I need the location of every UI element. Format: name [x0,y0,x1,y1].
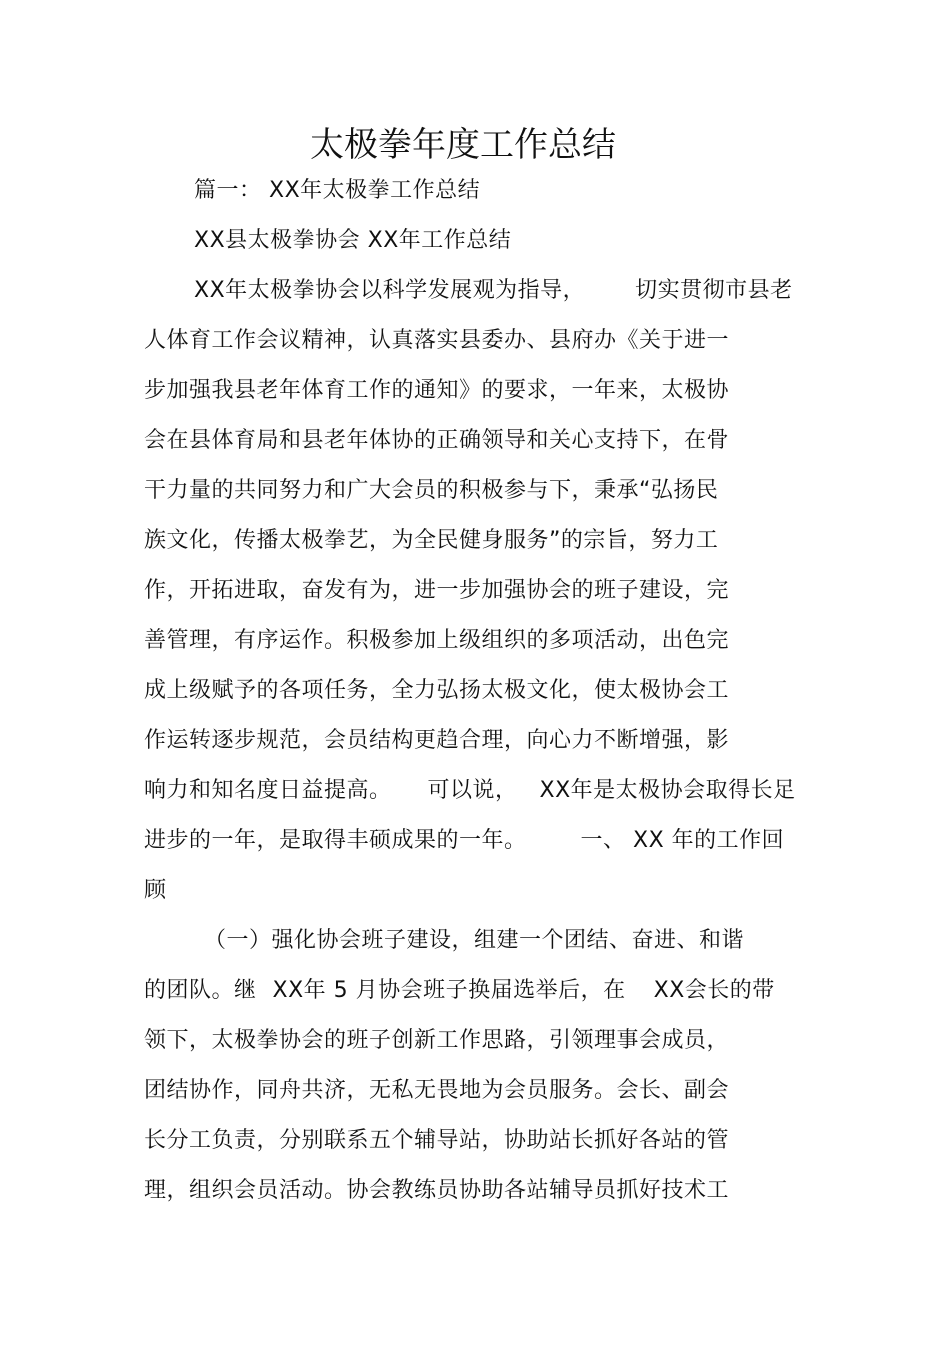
text-segment: XX年是太极协会取得长足 [539,778,796,803]
document-title: 太极拳年度工作总结 [310,125,616,165]
text-segment: 进步的一年，是取得丰硕成果的一年。 [144,828,527,853]
subsection-heading: （一）强化协会班子建设，组建一个团结、奋进、和谐 [204,928,745,953]
subtitle-line: 篇一： XX年太极拳工作总结 [194,178,481,203]
text-line [144,825,784,857]
heading-line: XX县太极拳协会 XX年工作总结 [194,228,512,253]
text-segment: 的团队。继 [144,978,257,1003]
text-line: 顾 [144,878,167,903]
text-line: 会在县体育局和县老年体协的正确领导和关心支持下，在骨 [144,428,730,453]
text-line: 族文化，传播太极拳艺，为全民健身服务”的宗旨，努力工 [144,528,719,553]
text-segment: XX会长的带 [653,978,775,1003]
text-segment: 可以说， [427,778,518,803]
text-line: 成上级赋予的各项任务，全力弘扬太极文化，使太极协会工 [144,678,730,703]
text-segment: XX年 5 月协会班子换届选举后，在 [272,978,626,1003]
text-segment: XX年太极拳协会以科学发展观为指导， [194,278,586,303]
text-segment: 响力和知名度日益提高。 [144,778,392,803]
text-line [144,775,796,807]
text-line: 善管理，有序运作。积极参加上级组织的多项活动，出色完 [144,628,730,653]
text-line: 步加强我县老年体育工作的通知》的要求，一年来，太极协 [144,378,730,403]
text-line: 作，开拓进取，奋发有为，进一步加强协会的班子建设，完 [144,578,730,603]
text-line: 领下，太极拳协会的班子创新工作思路，引领理事会成员， [144,1028,730,1053]
text-line: 长分工负责，分别联系五个辅导站，协助站长抓好各站的管 [144,1128,730,1153]
text-line: 人体育工作会议精神，认真落实县委办、县府办《关于进一 [144,328,730,353]
text-line: 团结协作，同舟共济，无私无畏地为会员服务。会长、副会 [144,1078,730,1103]
text-line: 理，组织会员活动。协会教练员协助各站辅导员抓好技术工 [144,1178,730,1203]
text-line [194,275,793,307]
text-line: 干力量的共同努力和广大会员的积极参与下，秉承“弘扬民 [144,478,719,503]
text-line: 作运转逐步规范，会员结构更趋合理，向心力不断增强，影 [144,728,730,753]
text-segment: 切实贯彻市县老 [635,278,793,303]
section-heading: 一、 XX 年的工作回 [580,828,785,853]
text-line [144,975,775,1007]
